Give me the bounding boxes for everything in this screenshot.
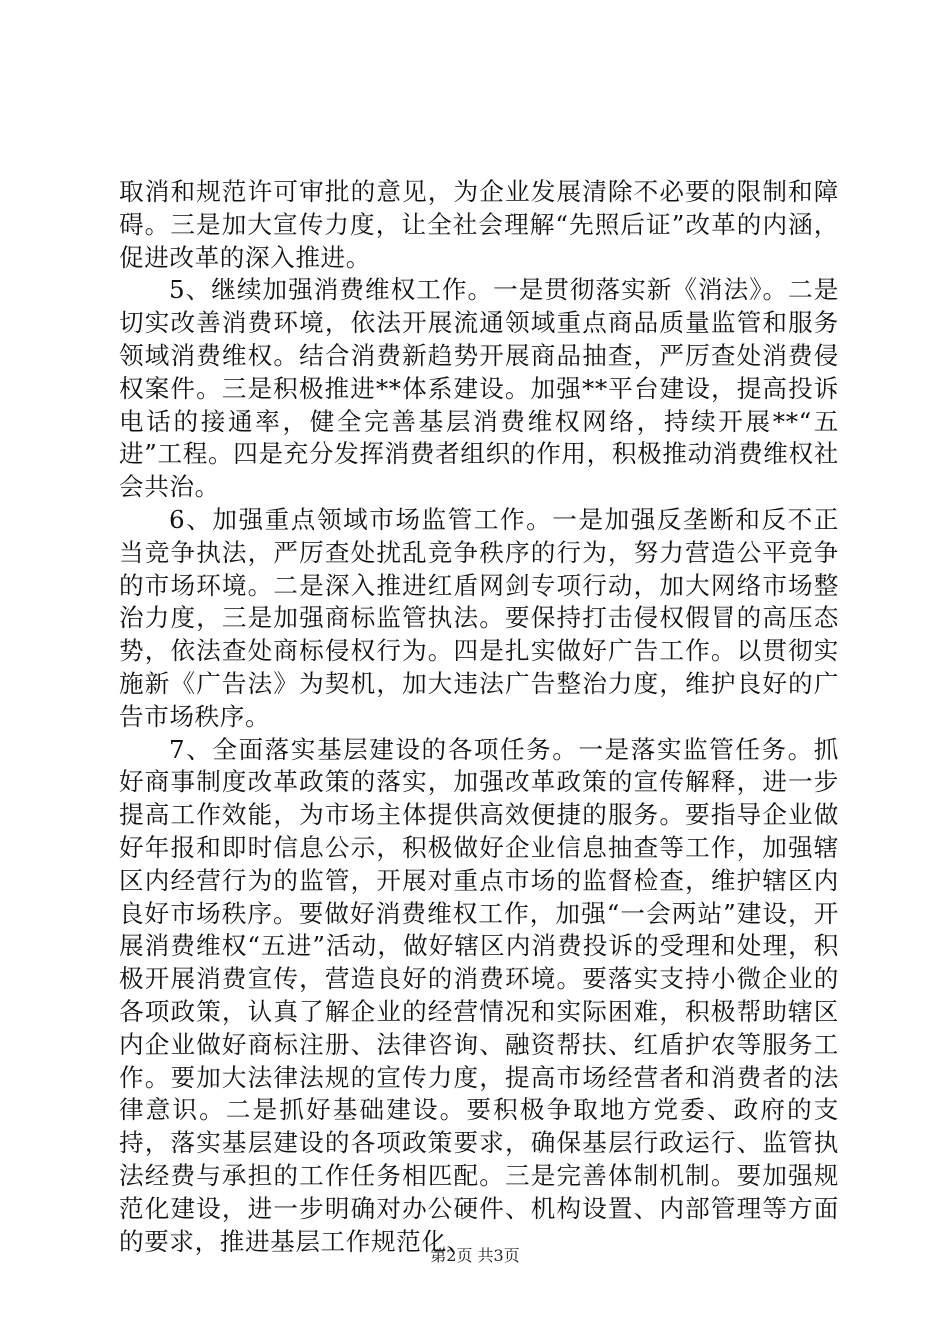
paragraph-continuation: 取消和规范许可审批的意见，为企业发展清除不必要的限制和障碍。三是加大宣传力度，让全社会理解“先照后证”改革的内涵，促进改革的深入推进。 [119,177,839,272]
paragraph-item-6: 6、加强重点领域市场监管工作。一是加强反垄断和反不正当竞争执法，严厉查处扰乱竞争秩序的行为，努力营造公平竞争的市场环境。二是深入推进红盾网剑专项行动，加大网络市场整治力度，三是加强商标监管执法。要保持打击侵权假冒的高压态势，依法查处商标侵权行为。四是扎实做好广告工作。以贯彻实施新《广告法》为契机，加大违法广告整治力度，维护良好的广告市场秩序。 [119,504,839,731]
page-number-footer: 第2页 共3页 [430,1246,520,1265]
document-body [119,176,839,1258]
paragraph-item-5: 5、继续加强消费维权工作。一是贯彻落实新《消法》。二是切实改善消费环境，依法开展流通领域重点商品质量监管和服务领域消费维权。结合消费新趋势开展商品抽查，严厉查处消费侵权案件。三是积极推进**体系建设。加强**平台建设，提高投诉电话的接通率，健全完善基层消费维权网络，持续开展**“五进”工程。四是充分发挥消费者组织的作用，积极推动消费维权社会共治。 [119,275,839,502]
paragraph-item-7: 7、全面落实基层建设的各项任务。一是落实监管任务。抓好商事制度改革政策的落实，加强改革政策的宣传解释，进一步提高工作效能，为市场主体提供高效便捷的服务。要指导企业做好年报和即时信息公示，积极做好企业信息抽查等工作，加强辖区内经营行为的监管，开展对重点市场的监督检查，维护辖区内良好市场秩序。要做好消费维权工作，加强“一会两站”建设，开展消费维权“五进”活动，做好辖区内消费投诉的受理和处理，积极开展消费宣传，营造良好的消费环境。要落实支持小微企业的各项政策，认真了解企业的经营情况和实际困难，积极帮助辖区内企业做好商标注册、法律咨询、融资帮扶、红盾护农等服务工作。要加大法律法规的宣传力度，提高市场经营者和消费者的法律意识。二是抓好基础建设。要积极争取地方党委、政府的支持，落实基层建设的各项政策要求，确保基层行政运行、监管执法经费与承担的工作任务相匹配。三是完善体制机制。要加强规范化建设，进一步明确对办公硬件、机构设置、内部管理等方面的要求，推进基层工作规范化、 [119,734,839,1256]
